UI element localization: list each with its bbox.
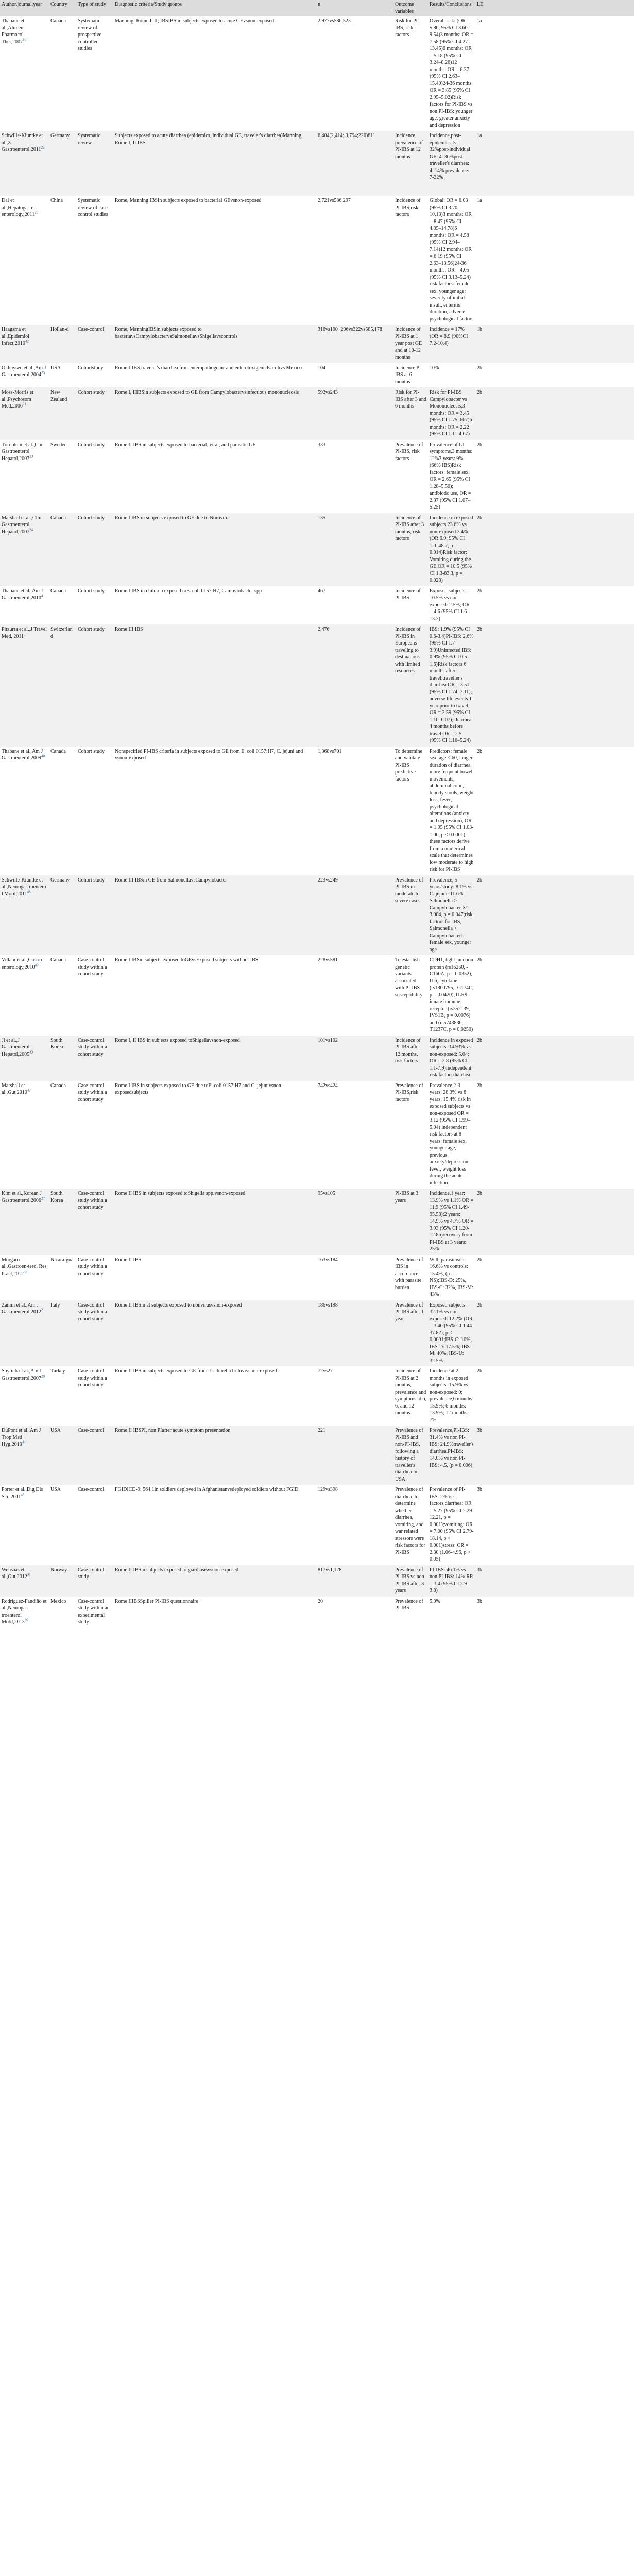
cell-results: Prevalence, 5 years/study: 8.1% vs C. jejuni: 11.6%; Salmonella > Campylobacter X² = 3.984, p = 0.047;risk factors for IBS, Salmonella > Campylobacter: female sex, younger age	[428, 875, 475, 956]
cell-author	[0, 440, 49, 513]
cell-criteria: Rome, Manning IBSIn subjects exposed to bacterial GEvsnon-exposed	[113, 196, 316, 325]
cell-criteria: Rome I IBS in subjects exposed to GE due to Norovirus	[113, 513, 316, 586]
author-text: Thabane et al.,Am J Gastroenterol,2009	[2, 748, 43, 761]
cell-le: 3b	[475, 1485, 489, 1565]
cell-country: South Korea	[49, 1189, 76, 1255]
table-row	[0, 955, 634, 1036]
cell-n: 316vs100+206vs322vs585,178	[316, 325, 393, 363]
cell-n: 20	[316, 1597, 393, 1628]
cell-spacer	[489, 1426, 634, 1485]
cell-n: 101vs102	[316, 1036, 393, 1081]
cell-type: Case-control study within a cohort study	[76, 1255, 113, 1300]
cell-outcome: Incidence of PI-IBS at 1 year post GE and at 10-12 months	[393, 325, 428, 363]
table-row	[0, 1189, 634, 1255]
cell-spacer	[489, 875, 634, 956]
cell-results: 10%	[428, 363, 475, 388]
cell-criteria: Rome I, IIIBSin subjects exposed to GE from Campylobactervsinfectious mononucleosis	[113, 387, 316, 440]
citation-link[interactable]: 47	[27, 1088, 31, 1093]
cell-results: Incidence at 2 months in exposed subjects: 15.9% vs non-exposed: 0; prevalence,6 months: 15.9%; 6 months: 13.9%; 12 months: 7%	[428, 1366, 475, 1426]
cell-country: USA	[49, 1485, 76, 1565]
cell-country: Germany	[49, 875, 76, 956]
header-outcome: Outcome variables	[393, 0, 428, 16]
cell-country: Turkey	[49, 1366, 76, 1426]
cell-results: IBS: 1.9% (95% CI 0.6-3.4)PI-IBS: 2.6% (95% CI 1.7-3.9)Uninfected IBS: 0.9% (95% CI 0.5-1.6)Risk factors 6 months after travel:traveller's diarrhea OR = 3.51 (95% CI 1.74–7.11); adverse life events 1 year prior to travel, OR = 2.59 (95% CI 1.10–6.07); diarrhea 4 months before travel OR = 2.5 (95% CI 1.16–5.24)	[428, 624, 475, 747]
citation-link[interactable]: 27	[41, 1196, 45, 1201]
cell-author	[0, 1081, 49, 1189]
table-row	[0, 1426, 634, 1485]
cell-outcome: Risk for PI-IBS, risk factors	[393, 16, 428, 131]
cell-criteria: FGIDICD-9: 564.1in soldiers deployed in Afghanistanvsdeployed soldiers without FGID	[113, 1485, 316, 1565]
author-text: Morgan et al.,Gastroen-terol Res Pract,2012	[2, 1257, 47, 1277]
cell-author	[0, 16, 49, 131]
header-le: LE	[475, 0, 489, 16]
cell-n: 2,977vs586,523	[316, 16, 393, 131]
author-text: Dai et al.,Hepatogastro-enterology,2011	[2, 198, 37, 217]
cell-author	[0, 747, 49, 875]
cell-type: Cohort study	[76, 440, 113, 513]
cell-type: Cohort study	[76, 747, 113, 875]
citation-link[interactable]: 35	[24, 1269, 28, 1274]
cell-le: 2b	[475, 440, 489, 513]
cell-outcome: Prevalence of PI-IBS in moderate to severe cases	[393, 875, 428, 956]
cell-n: 1,368vs701	[316, 747, 393, 875]
header-author: Author,journal,year	[0, 0, 49, 16]
cell-le: 1a	[475, 196, 489, 325]
cell-spacer	[489, 624, 634, 747]
author-text: Thabane et al.,Aliment Pharmacol Ther,2007	[2, 18, 25, 45]
cell-type: Case-control study within a cohort study	[76, 1189, 113, 1255]
cell-le: 1a	[475, 131, 489, 196]
cell-le: 2b	[475, 624, 489, 747]
cell-spacer	[489, 1565, 634, 1597]
cell-outcome: Prevalence of PI-IBS and non-PI-IBS, following a history of traveller's diarrhea in USA	[393, 1426, 428, 1485]
cell-criteria: Rome II IBS	[113, 1255, 316, 1300]
author-text: Schwille-Kiuntke et al.,Neurogastroenterol Motil,2011	[2, 877, 46, 897]
cell-spacer	[489, 1081, 634, 1189]
header-spacer	[489, 0, 634, 16]
cell-outcome: Incidence of PI-IBS in Europeans traveling to destinations with limited resources	[393, 624, 428, 747]
cell-results: Predictors: female sex, age < 60, longer duration of diarrhea, more frequent bowel movements, abdominal colic, bloody stools, weight loss, fever, psychological alterations (anxiety and depression), OR = 1.05 (95% CI 1.03-1.06, p < 0.0001); these factors derive from a numerical scale that determines low moderate to high risk for PI-IBS	[428, 747, 475, 875]
cell-n: 223vs249	[316, 875, 393, 956]
cell-results: Exposed subjects: 32.1% vs non-exposed: 12.2% (OR = 3.40 (95% CI 1.44-37.82), p < 0.0001;IBS-C: 10%, IBS-D: 17.5%; IBS-M: 40%, IBS-U: 32.5%	[428, 1300, 475, 1367]
cell-author	[0, 387, 49, 440]
author-text: Moss-Morris et al.,Psychosom Med,2006	[2, 389, 33, 409]
cell-n: 72vs27	[316, 1366, 393, 1426]
cell-country: Canada	[49, 586, 76, 625]
table-row	[0, 1036, 634, 1081]
cell-author	[0, 1565, 49, 1597]
cell-author	[0, 1300, 49, 1367]
author-text: Kim et al.,Korean J Gastroenterol,2006	[2, 1191, 42, 1204]
citation-link[interactable]: 48	[27, 890, 31, 894]
citation-link[interactable]: 30	[24, 1618, 28, 1622]
table-row	[0, 1255, 634, 1300]
cell-spacer	[489, 1189, 634, 1255]
cell-author	[0, 1189, 49, 1255]
cell-outcome: Prevalence of PI-IBS,risk factors	[393, 1081, 428, 1189]
cell-type: Case-control	[76, 325, 113, 363]
citation-link[interactable]: 24	[29, 528, 33, 532]
cell-results: Prevalence,2-3 years: 28.3% vs 8 years: 15.4% risk in exposed subjects vs non-exposed OR = 3.12 (95% CI 1.99–5.04) independent risk factors at 8 years: female sex, younger age, previous anxiety/depression, fever, weight loss during the acute infection	[428, 1081, 475, 1189]
cell-le: 2b	[475, 387, 489, 440]
cell-results: Exposed subjects: 10.5% vs non-exposed: 2.5%; OR = 4.6 (95% CI 1.6–13.3)	[428, 586, 475, 625]
author-text: Pitzurra et al.,J Travel Med, 2011	[2, 626, 47, 639]
header-criteria: Diagnostic criteria/Study groups	[113, 0, 316, 16]
cell-results: 5.0%	[428, 1597, 475, 1628]
cell-author	[0, 325, 49, 363]
cell-spacer	[489, 16, 634, 131]
cell-country: USA	[49, 1426, 76, 1485]
cell-results: PI-IBS: 46.1% vs non PI-IBS: 14% RR = 3.4 (95% CI 2.9-3.8)	[428, 1565, 475, 1597]
citation-link[interactable]: 41	[41, 594, 45, 598]
author-text: Schwille-Kiuntke et al.,Z Gastroenterol,2011	[2, 133, 43, 152]
cell-outcome: Incidence of PI-IBS	[393, 586, 428, 625]
author-text: Okhuysen et al.,Am J Gastroenterol,2004	[2, 365, 46, 378]
cell-results: Global: OR = 6.03 (95% CI 3.70–10.13)3 months: OR = 8.47 (95% CI 4.85–14.78)6 months: OR = 4.58 (95% CI 2.94–7.14)12 months: OR = 6.19 (95% CI 2.63–13.56)24-36 months: OR = 4.05 (95% CI 3.13–5.24) risk factors: female sex, younger age; severity of initial insult, enteritis duration, adverse psychological factors	[428, 196, 475, 325]
cell-criteria: Rome II IBS in subjects exposed toShigella spp.vsnon-exposed	[113, 1189, 316, 1255]
cell-le: 2b	[475, 586, 489, 625]
cell-criteria: Rome III IBS	[113, 624, 316, 747]
citation-link[interactable]: 21	[22, 402, 26, 406]
citation-link[interactable]: 26	[35, 210, 39, 215]
cell-spacer	[489, 387, 634, 440]
cell-le: 1b	[475, 325, 489, 363]
table-row	[0, 131, 634, 196]
cell-le: 3b	[475, 1426, 489, 1485]
cell-outcome: PI-IBS at 3 years	[393, 1189, 428, 1255]
table-body	[0, 16, 634, 1628]
header-n: n	[316, 0, 393, 16]
cell-author	[0, 363, 49, 388]
cell-author	[0, 1485, 49, 1565]
cell-criteria: Rome I, II IBS in subjects exposed toShigellavsnon-exposed	[113, 1036, 316, 1081]
table-row	[0, 624, 634, 747]
cell-results: Incidence,post-epidemics: 5–32%post-individual GE: 4–36%post-traveller's diarrhea: 4–14% prevalence: 7-32%	[428, 131, 475, 196]
cell-country: Canada	[49, 747, 76, 875]
cell-n: 467	[316, 586, 393, 625]
author-text: Thabane et al.,Am J Gastroenterol,2010	[2, 588, 43, 601]
cell-n: 95vs105	[316, 1189, 393, 1255]
cell-le: 3b	[475, 1597, 489, 1628]
cell-type: Case-control study within a cohort study	[76, 1081, 113, 1189]
cell-criteria: Rome IIIBSSpiller PI-IBS questionnaire	[113, 1597, 316, 1628]
cell-country: Nicara-gua	[49, 1255, 76, 1300]
cell-author	[0, 1255, 49, 1300]
cell-spacer	[489, 586, 634, 625]
cell-criteria: Rome I IBS in children exposed toE. coli 0157:H7, Campylobacter spp	[113, 586, 316, 625]
cell-outcome: Incidence of PI-IBS after 12 months, risk factors	[393, 1036, 428, 1081]
cell-criteria: Rome I IBS in subjects exposed to GE due toE. coli 0157:H7 and C. jejunivsnon-exposedsubjects	[113, 1081, 316, 1189]
cell-results: Prevalence of PI-IBS: 2%risk factors,diarrhea: OR = 5.27 (95% CI 2.29-12.21, p = 0.001);vomiting: OR = 7.00 (95% CI 2.79-18.14, p < 0.001)stress: OR = 2.30 (1.06-4.96, p < 0.05)	[428, 1485, 475, 1565]
cell-spacer	[489, 1597, 634, 1628]
cell-results: Incidence,1 year: 13.9% vs 1.1% OR = 11.9 (95% CI 1.49-95.58);2 years: 14.9% vs 4.7% OR = 3.93 (95% CI 1.20-12.86)recovery from PI-IBS at 3 years: 25%	[428, 1189, 475, 1255]
cell-criteria: Rome II IBS in subjects exposed to bacterial, viral, and parasitic GE	[113, 440, 316, 513]
cell-author	[0, 586, 49, 625]
cell-author	[0, 1036, 49, 1081]
cell-outcome: To determine and validate PI-IBS predictive factors	[393, 747, 428, 875]
cell-n: 742vs424	[316, 1081, 393, 1189]
cell-author	[0, 624, 49, 747]
citation-link[interactable]: 19	[22, 38, 26, 42]
author-text: Törnblom et al.,Clin Gastroenterol Hepatol,2007	[2, 442, 44, 462]
cell-results: Prevalence,PI-IBS: 31.4% vs non PI-IBS: 24.9%traveller's diarrhea,PI-IBS: 14.0% vs non PI-IBS: 4.5, (p = 0.006)	[428, 1426, 475, 1485]
cell-country: Canada	[49, 955, 76, 1036]
citation-link[interactable]: 45	[21, 1493, 25, 1497]
cell-type: Systematic review of prospective controlled studies	[76, 16, 113, 131]
cell-outcome: Risk for PI-IBS after 3 and 6 months	[393, 387, 428, 440]
cell-results: Incidence = 17% (OR = 8.9 (90%CI 7.2-10.4)	[428, 325, 475, 363]
cell-author	[0, 1366, 49, 1426]
cell-criteria: Manning; Rome I, II; IBSIBS in subjects exposed to acute GEvsnon-exposed	[113, 16, 316, 131]
table-row	[0, 1366, 634, 1426]
table-row	[0, 513, 634, 586]
cell-country: New Zealand	[49, 387, 76, 440]
cell-n: 186vs198	[316, 1300, 393, 1367]
table-row	[0, 1081, 634, 1189]
citation-link[interactable]: 40	[41, 754, 45, 758]
cell-n: 129vs398	[316, 1485, 393, 1565]
cell-le: 3b	[475, 1565, 489, 1597]
cell-results: Overall risk: (OR = 5.86; 95% CI 3.60–9.54)3 months: OR = 7.58 (95% CI 4.27–13.45)6 months: OR = 5.18 (95% CI 3.24–8.26)12 months: OR = 6.37 (95% CI 2.63–15.40)24-36 months: OR = 3.85 (95% CI 2.95–5.02)Risk factors for PI-IBS vs non PI-IBS: younger age, greater anxiety and depression	[428, 16, 475, 131]
header-country: Country	[49, 0, 76, 16]
cell-spacer	[489, 1366, 634, 1426]
table-row	[0, 363, 634, 388]
cell-country: USA	[49, 363, 76, 388]
cell-type: Case-control study within a cohort study	[76, 955, 113, 1036]
table-row	[0, 1597, 634, 1628]
cell-country: Norway	[49, 1565, 76, 1597]
cell-criteria: Rome II IBSin subjects exposed to giardiasisvsnon-exposed	[113, 1565, 316, 1597]
cell-country: Canada	[49, 513, 76, 586]
citation-link[interactable]: 42	[25, 339, 29, 344]
cell-country: Canada	[49, 1081, 76, 1189]
author-text: Soyturk et al.,Am J Gastroenterol,2007	[2, 1368, 42, 1381]
cell-country: South Korea	[49, 1036, 76, 1081]
cell-type: Cohort study	[76, 387, 113, 440]
cell-type: Cohort study	[76, 586, 113, 625]
cell-type: Case-control study within a cohort study	[76, 1366, 113, 1426]
cell-type: Cohort study	[76, 624, 113, 747]
cell-type: Case-control study	[76, 1565, 113, 1597]
cell-criteria: Rome IIIBS,traveler's diarrhea fromenteropathogenic and enterotoxigenicE. colivs Mexico	[113, 363, 316, 388]
cell-outcome: Prevalence of PI-IBS, risk factors	[393, 440, 428, 513]
cell-spacer	[489, 1300, 634, 1367]
table-row	[0, 16, 634, 131]
citation-link[interactable]: 29	[41, 1374, 45, 1379]
cell-le: 2b	[475, 1255, 489, 1300]
cell-outcome: Prevalence of PI-IBS after 1 year	[393, 1300, 428, 1367]
cell-le: 1a	[475, 16, 489, 131]
citation-link[interactable]: 2	[41, 1308, 43, 1312]
cell-spacer	[489, 955, 634, 1036]
cell-country: Italy	[49, 1300, 76, 1367]
cell-author	[0, 131, 49, 196]
cell-results: Prevalence of GI symptoms,3 months: 12%3 years: 9% (66% IBS)Risk factors: female sex, OR = 2.65 (95% CI 1.28–5.50); antibiotic use, OR = 2.37 (95% CI 1.07–5.25)	[428, 440, 475, 513]
citation-link[interactable]: 43	[29, 1050, 33, 1055]
cell-type: Cohort study	[76, 875, 113, 956]
cell-country: Mexico	[49, 1597, 76, 1628]
cell-le: 2b	[475, 955, 489, 1036]
citation-link[interactable]: 23	[29, 454, 33, 459]
cell-spacer	[489, 1036, 634, 1081]
cell-type: Case-control	[76, 1426, 113, 1485]
cell-criteria: Rome II IBSPI, non PIafter acute symptom presentation	[113, 1426, 316, 1485]
cell-outcome: Incidence PI-IBS at 6 months	[393, 363, 428, 388]
cell-outcome: Incidence of PI-IBS,risk factors	[393, 196, 428, 325]
cell-results: Incidence in exposed subjects 23.6% vs non-exposed 3.4% (OR 6.9; 95% CI 1.0–48.7; p = 0.014)Risk factor: Vomiting during the GE,OR = 10.5 (95% CI 1.3-83.3, p = 0.028)	[428, 513, 475, 586]
cell-type: Case-control study within an experimental study	[76, 1597, 113, 1628]
author-text: Marshall et al.,Gut,2010	[2, 1082, 27, 1095]
cell-country: China	[49, 196, 76, 325]
citation-link[interactable]: 3	[23, 632, 26, 637]
table-row	[0, 1565, 634, 1597]
cell-n: 333	[316, 440, 393, 513]
cell-criteria: Subjects exposed to acute diarrhea (epidemics, individual GE, traveler's diarrhea)Manning, Rome I, II IBS	[113, 131, 316, 196]
header-type: Type of study	[76, 0, 113, 16]
table-row	[0, 1485, 634, 1565]
table-row	[0, 325, 634, 363]
cell-criteria: Rome I IBSin subjects exposed toGEvsExposed subjects without IBS	[113, 955, 316, 1036]
citation-link[interactable]: 49	[35, 963, 39, 968]
cell-country: Canada	[49, 16, 76, 131]
cell-spacer	[489, 1485, 634, 1565]
cell-results: With parasitosis: 16.6% vs controls: 15.4%, (p = NS);IBS-D: 25%, IBS-C: 32%, IBS-M: 43%	[428, 1255, 475, 1300]
table-row	[0, 1300, 634, 1367]
cell-n: 6,404(2,414; 3,794;226)811	[316, 131, 393, 196]
cell-spacer	[489, 363, 634, 388]
cell-le: 2b	[475, 875, 489, 956]
cell-type: Systematic review of case-control studies	[76, 196, 113, 325]
cell-le: 2b	[475, 363, 489, 388]
table-row	[0, 196, 634, 325]
author-text: Wensaas et al.,Gut,2012	[2, 1567, 27, 1580]
cell-outcome: Prevalence of IBS in accordance with parasite burden	[393, 1255, 428, 1300]
author-text: Haagsma et al.,Epidemiol Infect,2010	[2, 327, 29, 346]
author-text: Zanini et al.,Am J Gastroenterol,2012	[2, 1302, 41, 1315]
cell-outcome: Prevalence of PI-IBS	[393, 1597, 428, 1628]
table-row	[0, 440, 634, 513]
cell-n: 592vs243	[316, 387, 393, 440]
cell-type: Case-control study within a cohort study	[76, 1036, 113, 1081]
header-results: Results/Conclusions	[428, 0, 475, 16]
cell-n: 104	[316, 363, 393, 388]
cell-le: 2b	[475, 1081, 489, 1189]
table-row	[0, 387, 634, 440]
cell-criteria: Rome II IBS in subjects exposed to GE from Trichinella britovivsnon-exposed	[113, 1366, 316, 1426]
table-row	[0, 586, 634, 625]
author-text: Rodríguez-Fandiño et al.,Neurogas-troenterol Motil,2013	[2, 1598, 47, 1625]
citation-link[interactable]: 22	[41, 145, 45, 150]
table-row	[0, 747, 634, 875]
cell-results: Risk for PI-IBS Campylobacter vs Mononucleosis,3 months: OR = 3.45 (95% CI 1.75–667)6 months: OR = 2.22 (95% CI 1.11-4.67)	[428, 387, 475, 440]
cell-type: Cohortstudy	[76, 363, 113, 388]
cell-type: Systematic review	[76, 131, 113, 196]
citation-link[interactable]: 25	[41, 370, 45, 375]
citation-link[interactable]: 31	[27, 1572, 31, 1577]
cell-author	[0, 1426, 49, 1485]
author-text: Marshall et al.,Clin Gastroenterol Hepatol,2007	[2, 515, 42, 535]
cell-spacer	[489, 440, 634, 513]
cell-le: 2b	[475, 747, 489, 875]
cell-criteria: Rome, ManningIBSin subjects exposed to bacteriavsCampylobactervsSalmonellavsShigellavscontrols	[113, 325, 316, 363]
cell-spacer	[489, 747, 634, 875]
cell-country: Sweden	[49, 440, 76, 513]
cell-criteria: Rome II IBSin at subjects exposed to nonvirusvsnon-exposed	[113, 1300, 316, 1367]
cell-author	[0, 875, 49, 956]
cell-spacer	[489, 196, 634, 325]
cell-n: 228vs581	[316, 955, 393, 1036]
cell-spacer	[489, 325, 634, 363]
cell-country: Germany	[49, 131, 76, 196]
cell-type: Cohort study	[76, 513, 113, 586]
cell-outcome: Incidence of PI-IBS after 3 months, risk factors	[393, 513, 428, 586]
cell-le: 2b	[475, 1189, 489, 1255]
author-text: DuPont et al.,Am J Trop Med Hyg,2010	[2, 1428, 41, 1447]
cell-author	[0, 513, 49, 586]
cell-author	[0, 196, 49, 325]
cell-type: Case-control study within a cohort study	[76, 1300, 113, 1367]
cell-spacer	[489, 1255, 634, 1300]
cell-n: 221	[316, 1426, 393, 1485]
cell-outcome: Prevalence of PI-IBS vs non PI-IBS after 3 years	[393, 1565, 428, 1597]
cell-outcome: Prevalence of diarrhea, to determine whether diarrhea, vomiting, and war related stressors were risk factors for PI-IBS	[393, 1485, 428, 1565]
author-text: Villani et al.,Gastro-enterology,2010	[2, 957, 44, 970]
citation-link[interactable]: 44	[22, 1440, 26, 1445]
cell-n: 163vs184	[316, 1255, 393, 1300]
cell-le: 2b	[475, 1036, 489, 1081]
cell-country: Switzerland	[49, 624, 76, 747]
cell-n: 817vs1,128	[316, 1565, 393, 1597]
table-header-row	[0, 0, 634, 16]
cell-type: Case-control	[76, 1485, 113, 1565]
cell-le: 2b	[475, 513, 489, 586]
cell-le: 2b	[475, 1366, 489, 1426]
cell-results: Incidence in exposed subjects: 14.93% vs non-exposed: 5.04; OR = 2.8 (95% CI 1.1-7.9)Independent risk factor: diarrhea	[428, 1036, 475, 1081]
cell-country: Hollan-d	[49, 325, 76, 363]
cell-results: CDH1, tight junction protein (rs16260, -C160A, p = 0.0352), IL6, cytokine (rs1800795, -G174C, p = 0.0420);TLR9, innate immune receptor (rs352139, IVS1B, p = 0.0076) and (rs5743836, -T1237C, p = 0.0250)	[428, 955, 475, 1036]
cell-spacer	[489, 513, 634, 586]
cell-outcome: Incidence of PI-IBS at 2 months, prevalence and symptoms at 6, 6, and 12 months	[393, 1366, 428, 1426]
cell-n: 2,721vs586,297	[316, 196, 393, 325]
cell-spacer	[489, 131, 634, 196]
cell-le: 2b	[475, 1300, 489, 1367]
cell-criteria: Rome III IBSin GE from SalmonellavsCampylobacter	[113, 875, 316, 956]
author-text: Ji et al.,J Gastroenterol Hepatol,2005	[2, 1037, 30, 1057]
cell-author	[0, 1597, 49, 1628]
cell-author	[0, 955, 49, 1036]
cell-n: 135	[316, 513, 393, 586]
cell-n: 2,476	[316, 624, 393, 747]
table-row	[0, 875, 634, 956]
cell-criteria: Nonspecified PI-IBS criteria in subjects exposed to GE from E. coli 0157:H7, C. jejuni and vsnon-exposed	[113, 747, 316, 875]
cell-outcome: Incidence, prevalence of PI-IBS at 12 months	[393, 131, 428, 196]
author-text: Porter et al.,Dig Dis Sci, 2011	[2, 1487, 43, 1500]
cell-outcome: To establish genetic variants associated with PI-IBS susceptibility	[393, 955, 428, 1036]
